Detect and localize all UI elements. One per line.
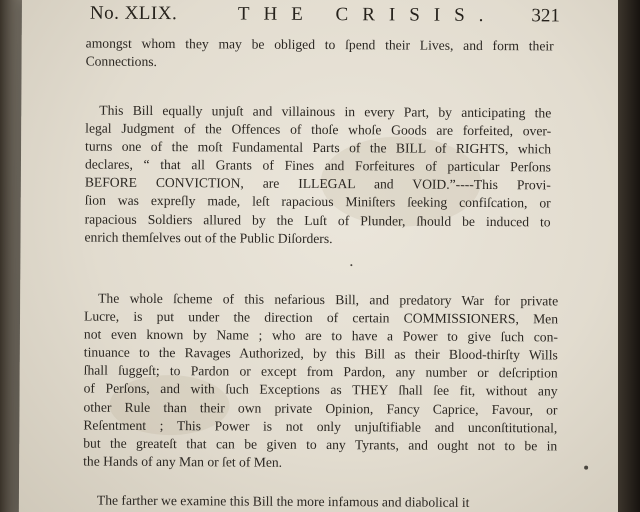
ink-speck [584,466,588,470]
text-line: of Perſons, and with ſuch Exceptions as THEY ſhall ſee fit, without any [83,381,558,399]
issue-number: No. XLIX. [89,2,178,25]
text-line: Connections. [85,53,158,70]
text-line: not even known by Name ; who are to have a Power to give ſuch con- [83,326,558,345]
page-right-edge [618,0,640,512]
text-line: ſion was expreſly made, leſt rapacious Miniſters ſeeking confiſcation, or [84,193,551,211]
ink-speck [350,264,352,266]
text-line: rapacious Soldiers allured by the Luſt of Plunder, ſhould be induced to [84,211,551,229]
text-line: tinuance to the Ravages Authorized, by this Bill as their Blood-thirſty Wills [83,344,558,363]
text-line: This Bill equally unjuſt and villainous in every Part, by anticipating the [99,102,552,121]
text-line: The whole ſcheme of this nefarious Bill, and predatory War for private [98,290,559,309]
text-line: turns one of the moſt Fundamental Parts of the BILL of RIGHTS, which [85,138,552,157]
publication-title: THE CRISIS. [237,3,498,27]
running-head [90,3,560,30]
text-line: ſhall ſuggeſt; to Pardon or except from Pardon, any number or deſcription [83,362,558,381]
cut-off-line: The farther we examine this Bill the more infamous and diabolical it [96,492,470,510]
text-line: other Rule than their own private Opinion, Fancy Caprice, Favour, or [83,399,558,418]
text-line: the Hands of any Man or ſet of Men. [83,453,283,470]
paragraph-continuation [86,35,554,74]
text-line: Lucre, is put under the direction of certain COMMISSIONERS, Men [83,308,559,327]
book-page [19,0,622,512]
text-line: Reſentment ; This Power is not only unjuſtifiable and unconſtitutional, [83,417,558,436]
text-line: declares, “ that all Grants of Fines and Forfeitures of particular Perſons [84,156,552,175]
paragraph-bill-of-rights [84,102,551,250]
page-number: 321 [531,5,560,27]
text-line: but the greateſt that can be given to any Tyrants, and ought not to be in [83,435,558,454]
text-line: legal Judgment of the Offences of thoſe whoſe Goods are forfeited, over- [85,120,552,139]
text-line: enrich themſelves out of the Public Diſorders. [84,229,333,246]
text-line: amongst whom they may be obliged to ſpend their Lives, and form their [85,35,554,54]
paragraph-commissioners [83,290,558,474]
text-line: BEFORE CONVICTION, are ILLEGAL and VOID.”----This Provi- [84,174,551,193]
